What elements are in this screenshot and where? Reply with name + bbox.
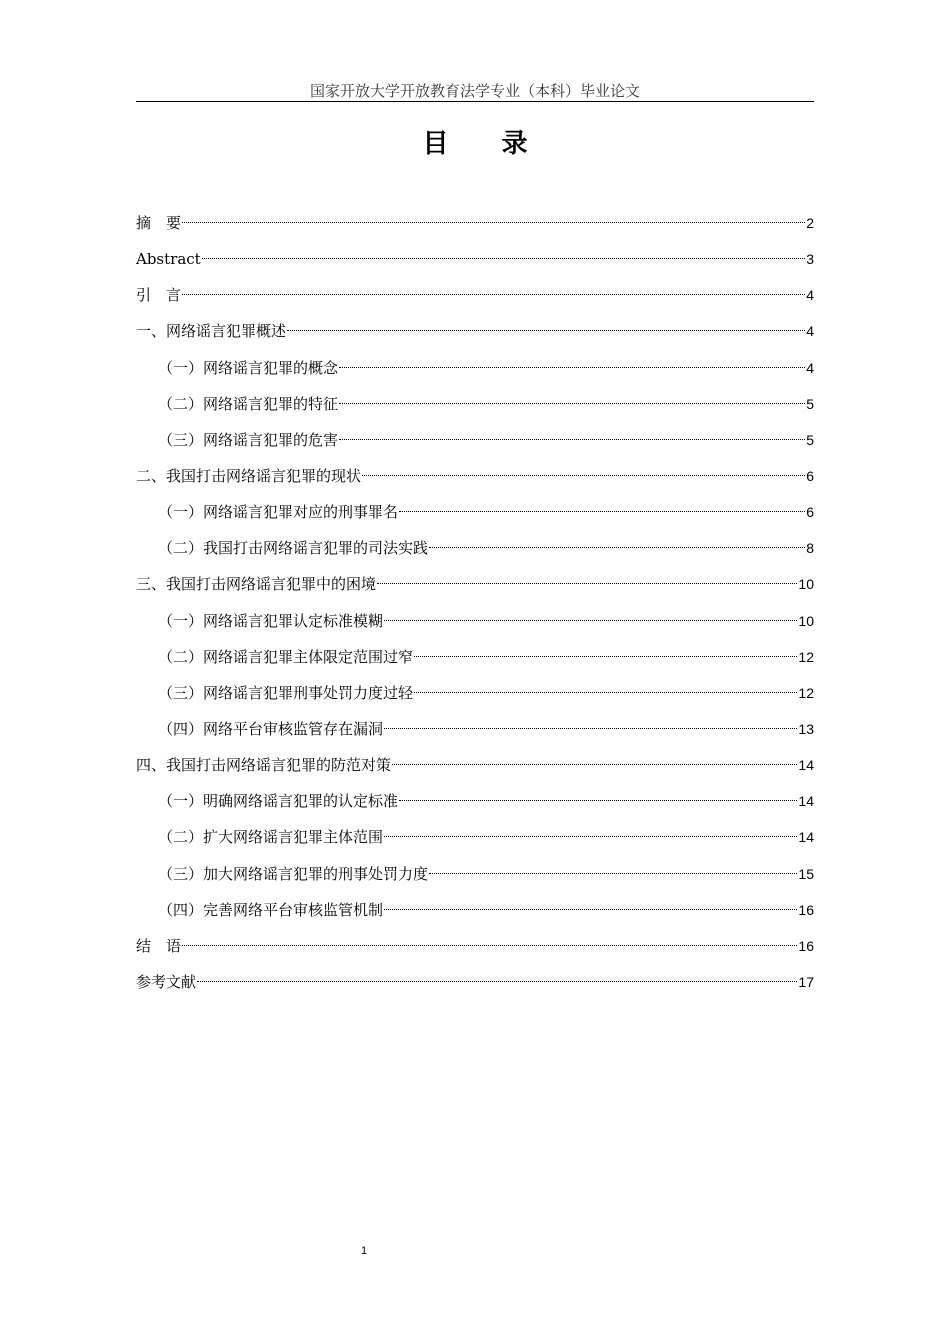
header-rule xyxy=(136,101,814,102)
toc-entry-section-1-1[interactable] xyxy=(136,354,814,390)
running-header: 国家开放大学开放教育法学专业（本科）毕业论文 xyxy=(309,82,640,100)
toc-entry-abstract-cn[interactable] xyxy=(136,209,814,245)
dot-leader xyxy=(429,873,797,874)
toc-entry-section-4-4[interactable] xyxy=(136,896,814,932)
toc-entry-chapter-4[interactable] xyxy=(136,751,814,787)
toc-entry-section-4-1[interactable] xyxy=(136,787,814,823)
dot-leader xyxy=(399,511,805,512)
toc-entry-label: 一、网络谣言犯罪概述 xyxy=(136,322,287,341)
dot-leader xyxy=(384,728,797,729)
toc-entry-label: （二）我国打击网络谣言犯罪的司法实践 xyxy=(158,539,429,558)
toc-entry-label: （四）网络平台审核监管存在漏洞 xyxy=(158,719,384,738)
toc-entry-section-3-1[interactable] xyxy=(136,607,814,643)
toc-entry-label: 引 言 xyxy=(136,286,182,305)
toc-entry-page: 12 xyxy=(798,684,814,701)
toc-entry-section-2-1[interactable] xyxy=(136,498,814,534)
toc-entry-label: 参考文献 xyxy=(136,972,197,991)
toc-entry-section-1-2[interactable] xyxy=(136,390,814,426)
dot-leader xyxy=(384,909,797,910)
dot-leader xyxy=(362,475,805,476)
toc-entry-chapter-1[interactable] xyxy=(136,317,814,353)
toc-entry-section-3-3[interactable] xyxy=(136,679,814,715)
toc-entry-section-4-2[interactable] xyxy=(136,823,814,859)
page-number: 1 xyxy=(360,1245,368,1257)
dot-leader xyxy=(414,692,797,693)
toc-entry-label: （三）网络谣言犯罪的危害 xyxy=(158,430,339,449)
toc-entry-page: 4 xyxy=(806,323,814,340)
toc-entry-page: 16 xyxy=(798,937,814,954)
toc-entry-page: 17 xyxy=(798,973,814,990)
dot-leader xyxy=(377,583,797,584)
toc-entry-introduction[interactable] xyxy=(136,281,814,317)
toc-entry-page: 14 xyxy=(798,829,814,846)
toc-entry-label: （三）加大网络谣言犯罪的刑事处罚力度 xyxy=(158,864,429,883)
toc-entry-label: 结 语 xyxy=(136,936,182,955)
toc-entry-page: 2 xyxy=(806,215,814,231)
toc-entry-label: （二）扩大网络谣言犯罪主体范围 xyxy=(158,828,384,847)
toc-title: 目 录 xyxy=(422,129,550,159)
toc-entry-page: 4 xyxy=(806,287,814,304)
dot-leader xyxy=(414,656,797,657)
dot-leader xyxy=(339,367,805,368)
toc-entry-label: （一）网络谣言犯罪认定标准模糊 xyxy=(158,611,384,630)
dot-leader xyxy=(399,800,797,801)
dot-leader xyxy=(339,439,805,440)
toc-entry-label: 二、我国打击网络谣言犯罪的现状 xyxy=(136,466,362,485)
toc-entry-conclusion[interactable] xyxy=(136,932,814,968)
dot-leader xyxy=(197,981,797,982)
toc-entry-label: 四、我国打击网络谣言犯罪的防范对策 xyxy=(136,756,392,775)
toc-entry-abstract-en[interactable] xyxy=(136,245,814,281)
toc-entry-page: 16 xyxy=(798,901,814,918)
toc-entry-page: 10 xyxy=(798,576,814,593)
toc-entry-label: （一）明确网络谣言犯罪的认定标准 xyxy=(158,792,399,811)
toc-entry-page: 14 xyxy=(798,757,814,774)
toc-entry-section-2-2[interactable] xyxy=(136,534,814,570)
toc-entry-chapter-2[interactable] xyxy=(136,462,814,498)
toc-entry-section-3-4[interactable] xyxy=(136,715,814,751)
table-of-contents xyxy=(136,209,814,1004)
toc-entry-label: （一）网络谣言犯罪的概念 xyxy=(158,358,339,377)
dot-leader xyxy=(202,258,806,259)
toc-entry-page: 12 xyxy=(798,648,814,665)
toc-entry-page: 10 xyxy=(798,612,814,629)
toc-entry-page: 13 xyxy=(798,720,814,737)
dot-leader xyxy=(182,222,805,223)
toc-entry-page: 5 xyxy=(806,395,814,412)
toc-entry-label: Abstract xyxy=(136,250,201,269)
toc-entry-page: 6 xyxy=(806,467,814,484)
toc-entry-page: 6 xyxy=(806,504,814,521)
toc-entry-label: （二）网络谣言犯罪主体限定范围过窄 xyxy=(158,647,414,666)
toc-entry-label: 摘 要 xyxy=(136,214,182,232)
toc-entry-chapter-3[interactable] xyxy=(136,570,814,606)
toc-entry-label: （三）网络谣言犯罪刑事处罚力度过轻 xyxy=(158,683,414,702)
toc-entry-references[interactable] xyxy=(136,968,814,1004)
toc-entry-label: 三、我国打击网络谣言犯罪中的困境 xyxy=(136,575,377,594)
toc-entry-page: 5 xyxy=(806,431,814,448)
toc-entry-label: （一）网络谣言犯罪对应的刑事罪名 xyxy=(158,503,399,522)
toc-entry-section-4-3[interactable] xyxy=(136,860,814,896)
dot-leader xyxy=(182,294,805,295)
toc-entry-page: 3 xyxy=(806,251,814,268)
dot-leader xyxy=(392,764,797,765)
toc-entry-page: 14 xyxy=(798,793,814,810)
dot-leader xyxy=(339,403,805,404)
dot-leader xyxy=(384,620,797,621)
toc-entry-section-3-2[interactable] xyxy=(136,643,814,679)
toc-entry-label: （四）完善网络平台审核监管机制 xyxy=(158,900,384,919)
dot-leader xyxy=(384,836,797,837)
toc-entry-page: 15 xyxy=(798,865,814,882)
dot-leader xyxy=(182,945,797,946)
toc-entry-page: 8 xyxy=(806,540,814,557)
dot-leader xyxy=(429,547,805,548)
dot-leader xyxy=(287,330,805,331)
toc-entry-section-1-3[interactable] xyxy=(136,426,814,462)
toc-entry-page: 4 xyxy=(806,359,814,376)
toc-entry-label: （二）网络谣言犯罪的特征 xyxy=(158,394,339,413)
